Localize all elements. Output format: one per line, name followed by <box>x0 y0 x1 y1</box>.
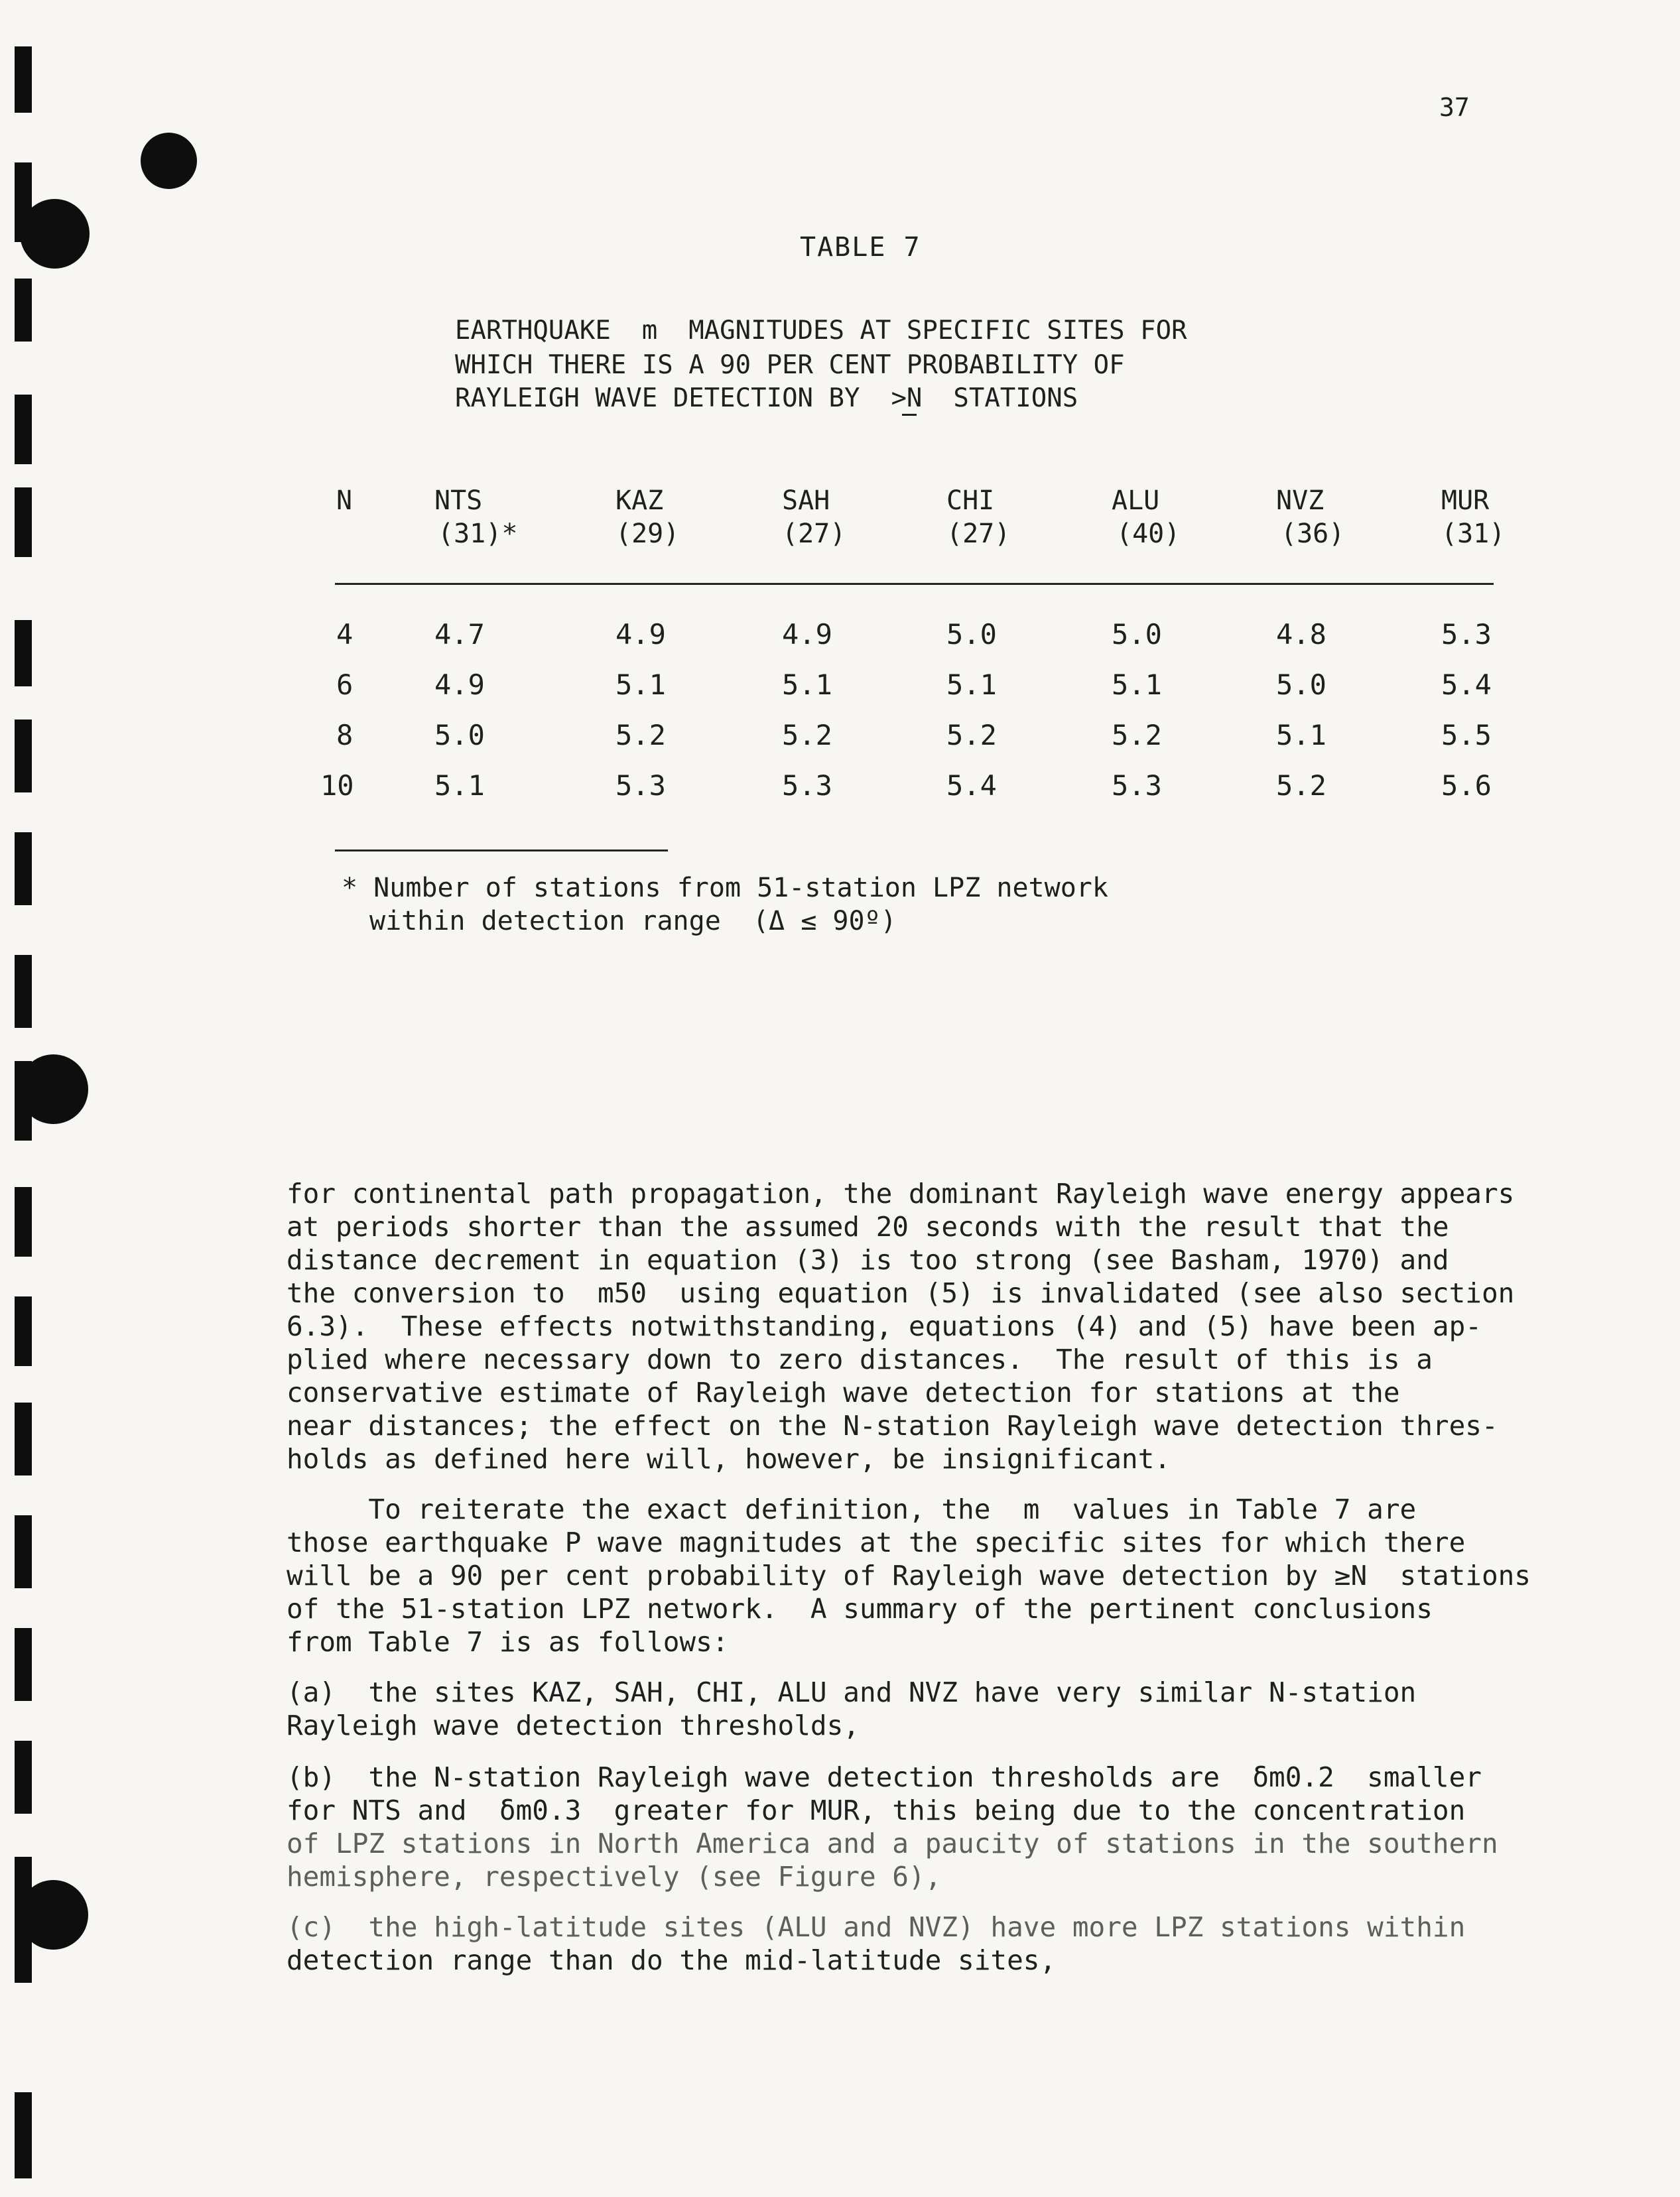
table-cell: 5.2 <box>1276 769 1326 802</box>
column-header-count: (29) <box>615 519 680 549</box>
table-header-rule <box>335 583 1494 585</box>
text-line: (a) the sites KAZ, SAH, CHI, ALU and NVZ have very similar N-station <box>287 1676 1417 1708</box>
ge-underline <box>902 414 917 416</box>
row-n: 6 <box>336 668 354 701</box>
column-header-site: NVZ <box>1276 485 1325 516</box>
column-header-site: SAH <box>782 485 830 516</box>
table-cell: 5.1 <box>615 668 666 701</box>
text-line: for NTS and δm0.3 greater for MUR, this being due to the concentration <box>287 1794 1466 1826</box>
text-line: the conversion to m50 using equation (5) is invalidated (see also section <box>287 1277 1515 1309</box>
table-cell: 5.3 <box>782 769 832 802</box>
caption-line-3: RAYLEIGH WAVE DETECTION BY >N STATIONS <box>455 383 1078 413</box>
column-header-count: (36) <box>1281 519 1345 549</box>
text-line: conservative estimate of Rayleigh wave detection for stations at the <box>287 1377 1400 1409</box>
table-cell: 5.1 <box>434 769 485 802</box>
table-cell: 5.4 <box>1441 668 1492 701</box>
text-line: near distances; the effect on the N-station Rayleigh wave detection thres- <box>287 1410 1498 1442</box>
text-line: of the 51-station LPZ network. A summary of the pertinent conclusions <box>287 1593 1433 1625</box>
row-n: 8 <box>336 719 354 751</box>
table-cell: 5.2 <box>782 719 832 751</box>
row-n: 4 <box>336 618 354 651</box>
column-header-count: (27) <box>946 519 1011 549</box>
caption-line-1: EARTHQUAKE m MAGNITUDES AT SPECIFIC SITES FOR <box>455 316 1187 345</box>
table-cell: 5.0 <box>946 618 997 651</box>
caption-line-2: WHICH THERE IS A 90 PER CENT PROBABILITY OF <box>455 350 1125 380</box>
table-title: TABLE 7 <box>800 232 921 263</box>
text-line: from Table 7 is as follows: <box>287 1626 729 1658</box>
table-cell: 5.2 <box>1112 719 1162 751</box>
footnote-line-2: within detection range (Δ ≤ 90º) <box>369 906 897 936</box>
table-cell: 5.0 <box>1276 668 1326 701</box>
table-cell: 5.1 <box>782 668 832 701</box>
table-cell: 5.6 <box>1441 769 1492 802</box>
table-cell: 5.0 <box>434 719 485 751</box>
column-header-count: (31) <box>1441 519 1506 549</box>
text-line: those earthquake P wave magnitudes at the specific sites for which there <box>287 1527 1466 1558</box>
table-cell: 5.1 <box>946 668 997 701</box>
column-header-count: (31)* <box>438 519 518 549</box>
table-cell: 5.4 <box>946 769 997 802</box>
column-header-count: (40) <box>1116 519 1181 549</box>
text-line: To reiterate the exact definition, the m values in Table 7 are <box>287 1493 1417 1525</box>
text-line: hemisphere, respectively (see Figure 6), <box>287 1861 942 1893</box>
text-line: at periods shorter than the assumed 20 seconds with the result that the <box>287 1211 1449 1243</box>
table-cell: 5.3 <box>615 769 666 802</box>
table-cell: 4.8 <box>1276 618 1326 651</box>
text-line: distance decrement in equation (3) is too strong (see Basham, 1970) and <box>287 1244 1449 1276</box>
text-line: Rayleigh wave detection thresholds, <box>287 1710 860 1741</box>
footnote-rule <box>335 849 668 851</box>
table-cell: 5.3 <box>1441 618 1492 651</box>
column-header-count: (27) <box>782 519 846 549</box>
row-n: 10 <box>320 769 354 802</box>
table-cell: 5.2 <box>615 719 666 751</box>
text-line: holds as defined here will, however, be insignificant. <box>287 1443 1171 1475</box>
table-cell: 5.5 <box>1441 719 1492 751</box>
footnote-line-1: * Number of stations from 51-station LPZ network <box>342 873 1108 903</box>
text-line: 6.3). These effects notwithstanding, equations (4) and (5) have been ap- <box>287 1310 1482 1342</box>
text-line: detection range than do the mid-latitude sites, <box>287 1944 1057 1976</box>
column-header-site: MUR <box>1441 485 1490 516</box>
column-header-site: KAZ <box>615 485 664 516</box>
table-cell: 4.9 <box>782 618 832 651</box>
text-line: of LPZ stations in North America and a paucity of stations in the southern <box>287 1828 1498 1859</box>
text-line: (b) the N-station Rayleigh wave detection thresholds are δm0.2 smaller <box>287 1761 1482 1793</box>
table-cell: 4.9 <box>615 618 666 651</box>
text-line: will be a 90 per cent probability of Rayleigh wave detection by ≥N stations <box>287 1560 1531 1592</box>
column-header-site: NTS <box>434 485 483 516</box>
text-line: (c) the high-latitude sites (ALU and NVZ) have more LPZ stations within <box>287 1911 1466 1943</box>
column-header-n: N <box>336 485 353 516</box>
page-number: 37 <box>1439 93 1470 122</box>
table-cell: 4.9 <box>434 668 485 701</box>
text-line: for continental path propagation, the dominant Rayleigh wave energy appears <box>287 1178 1515 1210</box>
table-cell: 5.2 <box>946 719 997 751</box>
text-line: plied where necessary down to zero distances. The result of this is a <box>287 1344 1433 1375</box>
table-cell: 5.0 <box>1112 618 1162 651</box>
table-cell: 5.3 <box>1112 769 1162 802</box>
column-header-site: CHI <box>946 485 995 516</box>
table-cell: 5.1 <box>1112 668 1162 701</box>
table-cell: 5.1 <box>1276 719 1326 751</box>
table-cell: 4.7 <box>434 618 485 651</box>
column-header-site: ALU <box>1112 485 1160 516</box>
